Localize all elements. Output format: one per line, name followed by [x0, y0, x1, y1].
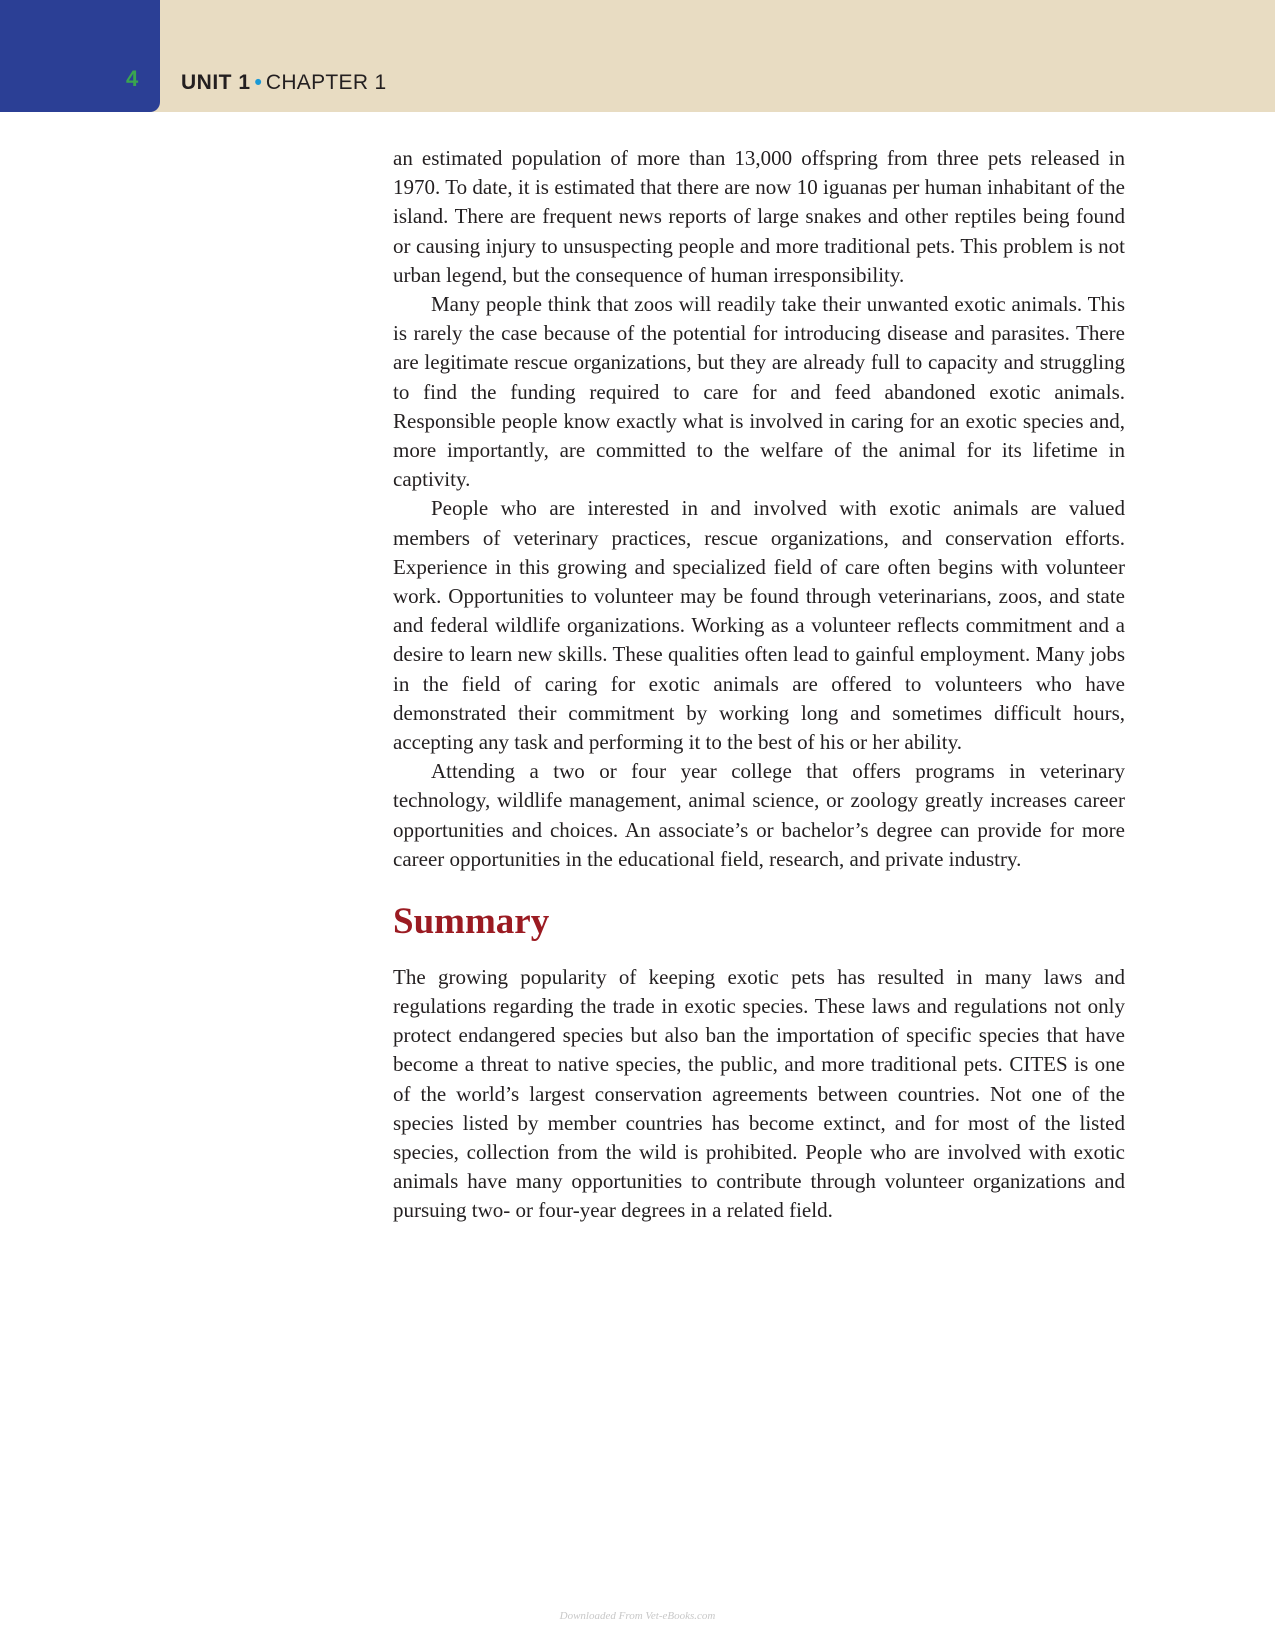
body-paragraph: People who are interested in and involved with exotic animals are valued members of veterinary practices, rescue organizations, and conservation efforts. Experience in this growing and specialized field of care often begins with volunteer work. Opportunities to volunteer may be found through veterinarians, zoos, and state and federal wildlife organizations. Working as a volunteer reflects commitment and a desire to learn new skills. These qualities often lead to gainful employment. Many jobs in the field of caring for exotic animals are offered to volunteers who have demonstrated their commitment by working long and sometimes difficult hours, accepting any task and performing it to the best of his or her ability. [393, 496, 1125, 755]
main-text-column [393, 144, 1125, 1226]
page-number: 4 [126, 66, 139, 91]
unit-label: UNIT 1 [181, 71, 251, 94]
body-paragraph: an estimated population of more than 13,000 offspring from three pets released in 1970. To date, it is estimated that there are now 10 iguanas per human inhabitant of the island. There are frequent news reports of large snakes and other reptiles being found or causing injury to unsuspecting people and more traditional pets. This problem is not urban legend, but the consequence of human irresponsibility. [393, 146, 1125, 287]
footer-watermark: Downloaded From Vet-eBooks.com [559, 1610, 716, 1622]
summary-paragraph: The growing popularity of keeping exotic pets has resulted in many laws and regulations regarding the trade in exotic species. These laws and regulations not only protect endangered species but also ban the importation of specific species that have become a threat to native species, the public, and more traditional pets. CITES is one of the world’s largest conservation agreements between countries. Not one of the species listed by member countries has become extinct, and for most of the listed species, collection from the wild is prohibited. People who are involved with exotic animals have many opportunities to contribute through volunteer organizations and pursuing two- or four-year degrees in a related field. [393, 964, 1125, 1223]
body-paragraph: Many people think that zoos will readily take their unwanted exotic animals. This is rarely the case because of the potential for introducing disease and parasites. There are legitimate rescue organizations, but they are already full to capacity and struggling to find the funding required to care for and feed abandoned exotic animals. Responsible people know exactly what is involved in caring for an exotic species and, more importantly, are committed to the welfare of the animal for its lifetime in captivity. [393, 292, 1125, 492]
chapter-label: CHAPTER 1 [265, 71, 387, 94]
running-header-band [0, 0, 1275, 112]
page-number-tab [0, 0, 160, 112]
body-paragraph: Attending a two or four year college that offers programs in veterinary technology, wildlife management, animal science, or zoology greatly increases career opportunities and choices. An associate’s or bachelor’s degree can provide for more career opportunities in the educational field, research, and private industry. [393, 759, 1125, 871]
running-head [181, 72, 386, 93]
summary-heading: Summary [393, 901, 550, 943]
bullet-separator: • [254, 71, 262, 94]
